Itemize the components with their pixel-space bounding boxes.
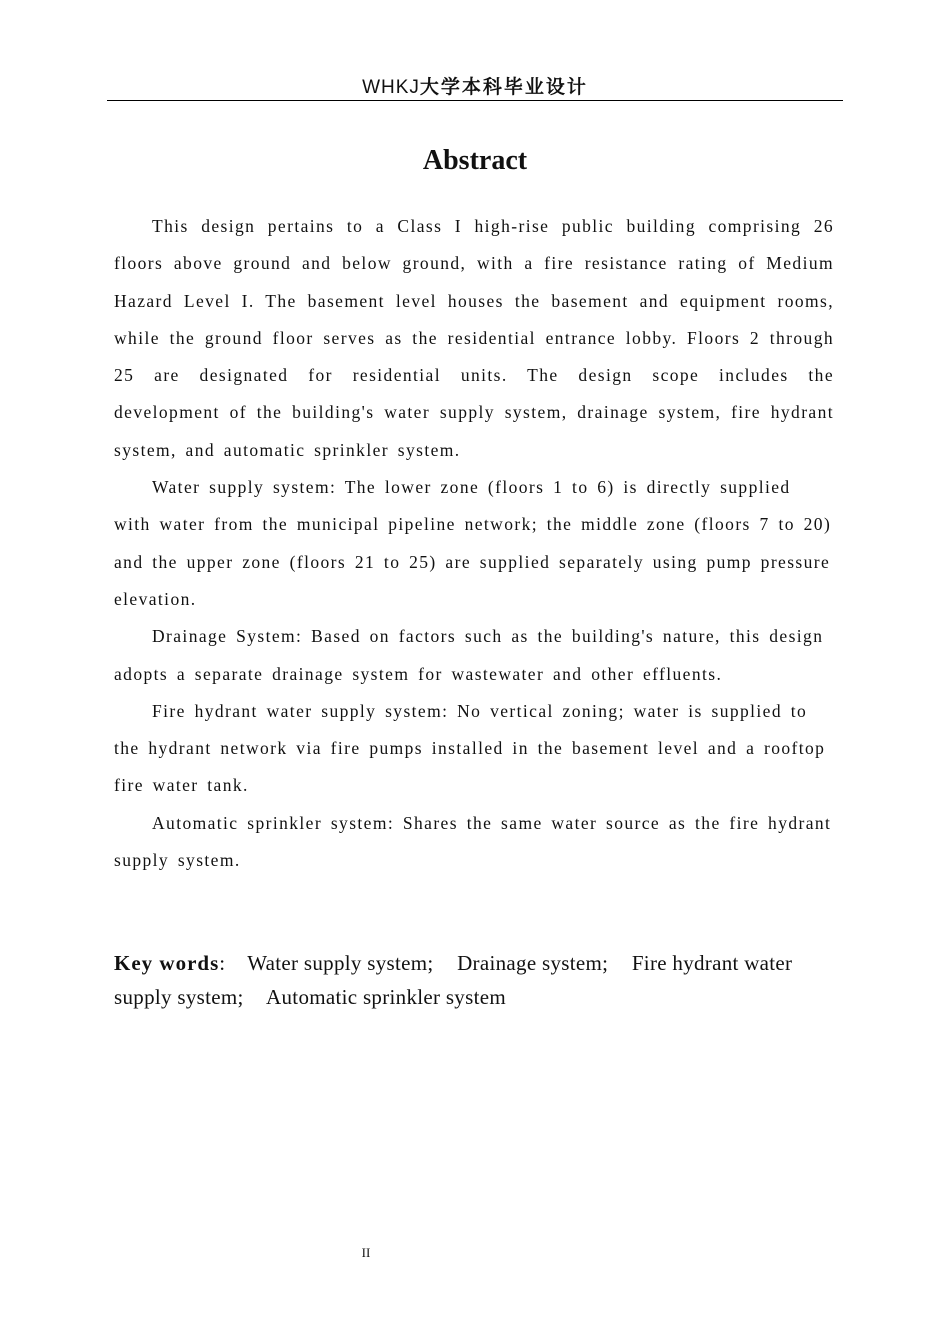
- abstract-paragraph-overview: This design pertains to a Class I high-rise public building comprising 26 floors above ground and below ground, with a fire resistance rating of Medium Hazard Level I. The basement level houses the basement and equipment rooms, while the ground floor serves as the residential entrance lobby. Floors 2 through 25 are designated for residential units. The design scope includes the development of the building's water supply system, drainage system, fire hydrant system, and automatic sprinkler system.: [114, 216, 834, 460]
- keywords-label: Key words: [114, 951, 220, 975]
- header-thesis-label: 大学本科毕业设计: [419, 76, 588, 98]
- keyword-item: Fire hydrant water supply system;: [114, 951, 793, 1009]
- keyword-item: Automatic sprinkler system: [266, 985, 506, 1009]
- keywords-separator: :: [219, 951, 226, 975]
- abstract-paragraph-fire-hydrant: Fire hydrant water supply system: No vertical zoning; water is supplied to the hydrant network via fire pumps installed in the basement level and a rooftop fire water tank.: [114, 700, 826, 796]
- page-header: [107, 74, 843, 101]
- abstract-title: Abstract: [422, 145, 528, 176]
- header-divider: [107, 100, 843, 101]
- header-school-code: WHKJ: [362, 77, 420, 98]
- page-number: II: [361, 1245, 371, 1260]
- abstract-paragraph-sprinkler: Automatic sprinkler system: Shares the same water source as the fire hydrant supply system.: [114, 812, 832, 871]
- abstract-paragraph-drainage: Drainage System: Based on factors such as the building's nature, this design adopts a separate drainage system for wastewater and other effluents.: [114, 626, 824, 684]
- abstract-body: [114, 208, 834, 879]
- keyword-item: Drainage system;: [457, 951, 609, 975]
- keyword-item: Water supply system;: [247, 951, 434, 975]
- keywords-section: [114, 946, 814, 1014]
- abstract-paragraph-water-supply: Water supply system: The lower zone (floors 1 to 6) is directly supplied with water from the municipal pipeline network; the middle zone (floors 7 to 20) and the upper zone (floors 21 to 25) are supplied separately using pump pressure elevation.: [114, 477, 832, 609]
